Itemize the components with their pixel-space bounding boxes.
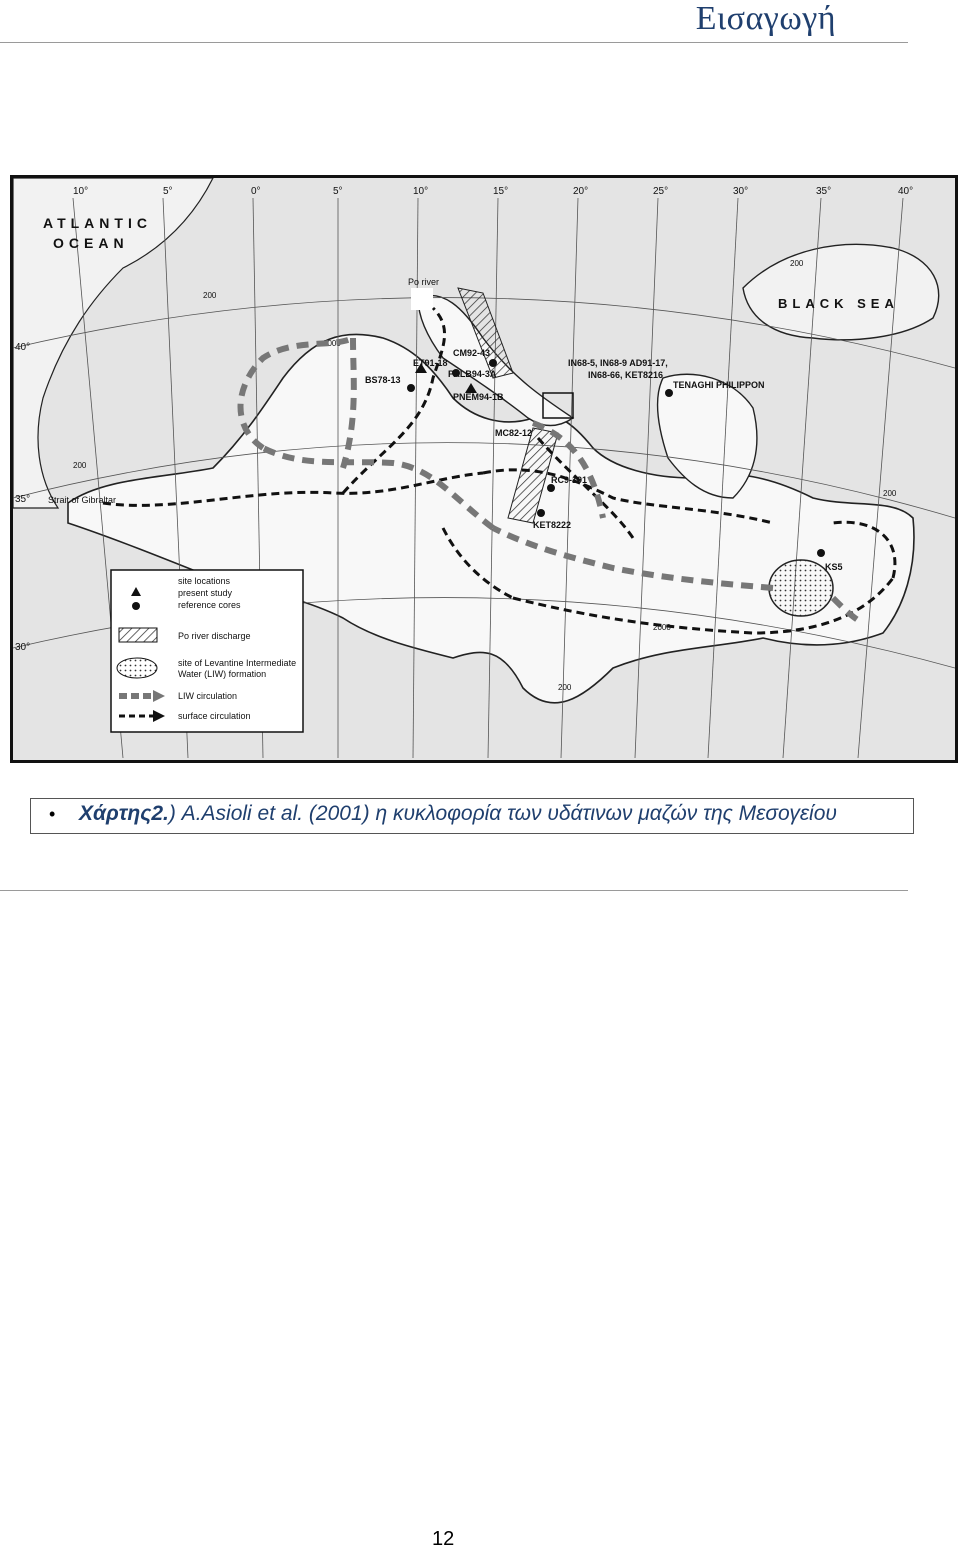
mediterranean-circulation-map [10,175,958,763]
caption-label: Χάρτης2. [79,802,169,825]
black-sea-label: BLACK SEA [778,296,899,311]
lon-label: 5° [333,186,343,197]
reference-core-marker [407,384,415,392]
site-label: ET91-18 [413,358,448,368]
ocean-label: OCEAN [53,235,129,251]
legend-liw-site-2: Water (LIW) formation [178,669,267,679]
legend-po-discharge: Po river discharge [178,631,251,641]
strait-label: Strait of Gibraltar [48,495,117,505]
lat-label: 35° [15,494,31,505]
depth-label: 200 [558,683,572,692]
page-number: 12 [432,1528,455,1550]
depth-label: 200 [73,461,87,470]
lon-label: 10° [413,186,429,197]
site-label: MC82-12 [495,428,533,438]
figure-caption [30,798,914,834]
legend-surface-circulation: surface circulation [178,711,251,721]
legend-liw-circulation: LIW circulation [178,691,238,701]
lon-label: 30° [733,186,749,197]
site-label: KS5 [825,562,843,572]
depth-label: 2000 [323,339,341,348]
lon-label: 35° [816,186,832,197]
page-header-title: Εισαγωγή [695,0,836,37]
map-legend [111,570,303,732]
reference-core-marker [665,389,673,397]
site-label: KET8222 [533,520,572,530]
depth-label: 2000 [653,623,671,632]
header-rule [0,42,908,43]
lon-label: 5° [163,186,173,197]
lon-label: 0° [251,186,261,197]
po-river-label: Po river [408,277,440,287]
legend-reference-cores: reference cores [178,600,241,610]
lon-label: 15° [493,186,509,197]
reference-core-marker [547,484,555,492]
site-label: BS78-13 [365,375,401,385]
lat-label: 30° [15,642,31,653]
site-label: TENAGHI PHILIPPON [673,380,765,390]
site-label: PALB94-3A [448,369,497,379]
legend-liw-site-1: site of Levantine Intermediate [178,658,297,668]
lon-label: 20° [573,186,589,197]
depth-label: 200 [203,291,217,300]
caption-bullet: • [49,804,56,824]
depth-label: 200 [883,489,897,498]
footer-rule [0,890,908,891]
reference-core-marker [817,549,825,557]
caption-text [79,802,837,826]
lat-label: 40° [15,342,31,353]
site-label: RC9-191 [551,475,588,485]
site-label: CM92-43 [453,348,491,358]
legend-site-locations: site locations [178,576,231,586]
caption-description: ) A.Asioli et al. (2001) η κυκλοφορία των υδάτινων μαζών της Μεσογείου [168,802,837,825]
depth-label: 200 [790,259,804,268]
lon-label: 10° [73,186,89,197]
reference-core-marker [537,509,545,517]
liw-formation-site [769,560,833,616]
lon-label: 25° [653,186,669,197]
site-label: IN68-5, IN68-9 AD91-17, [568,358,668,368]
site-label: PNEM94-1B [453,392,504,402]
site-label: IN68-66, KET8216 [588,370,664,380]
lon-label: 40° [898,186,914,197]
legend-present-study: present study [178,588,233,598]
reference-core-marker [489,359,497,367]
po-river-mouth [411,288,433,310]
atlantic-label: ATLANTIC [43,215,152,231]
